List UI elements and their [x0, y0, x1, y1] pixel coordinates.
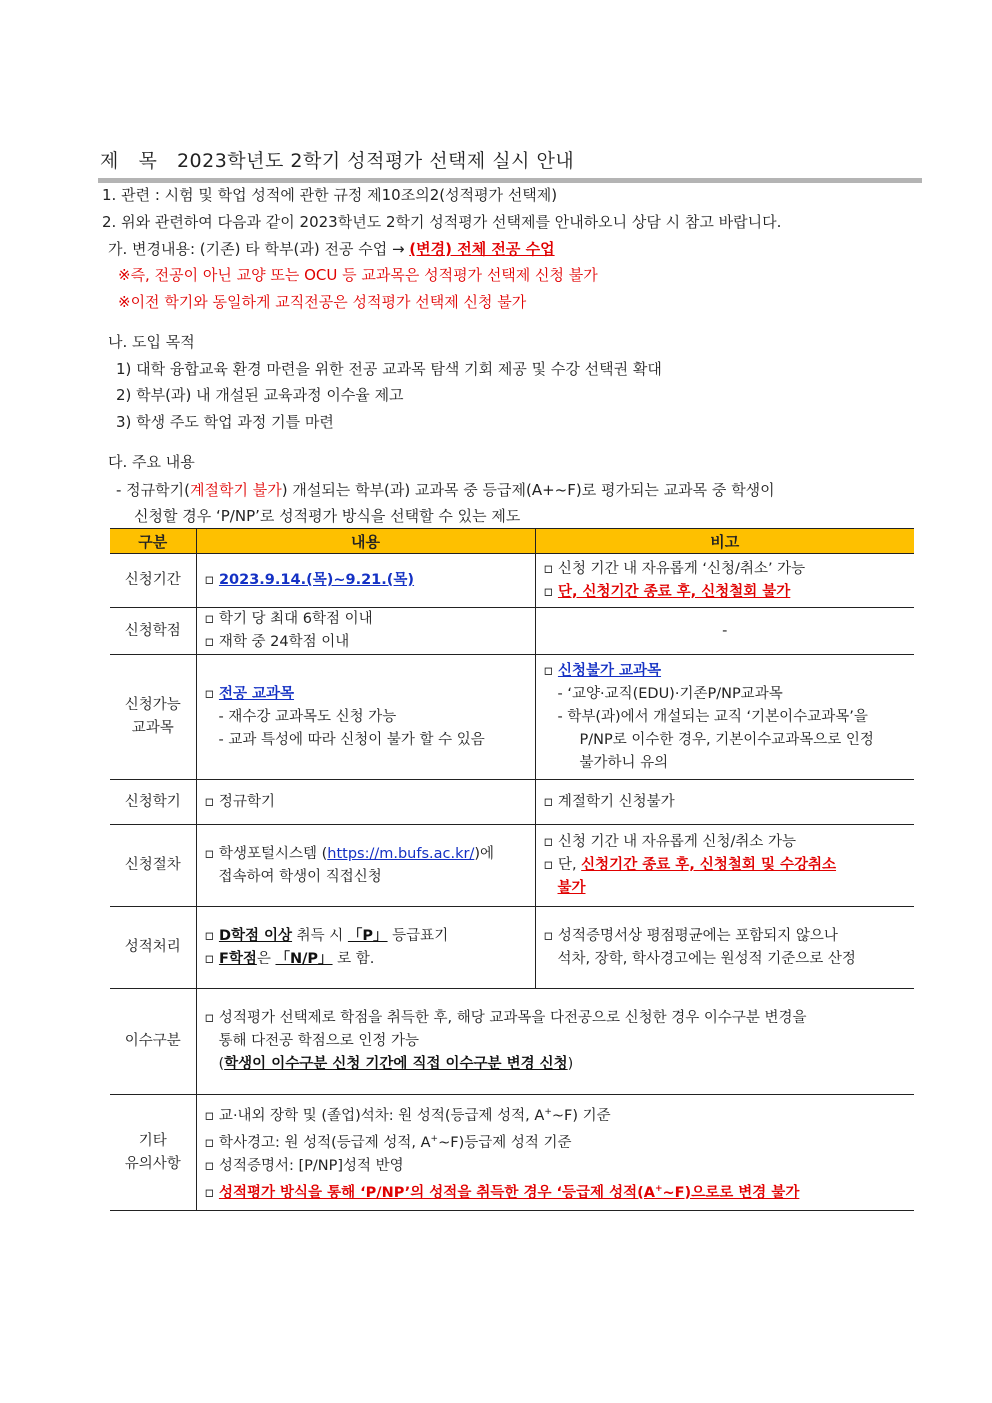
row-note-procedure: [535, 825, 914, 907]
table-row: [110, 825, 914, 907]
section-na-title: 나. 도입 목적: [108, 333, 195, 351]
other-line-1b: ~F) 기준: [551, 1107, 611, 1124]
period-dates: 2023.9.14.(목)~9.21.(목): [218, 572, 415, 588]
title-divider: [98, 178, 922, 183]
procedure-note-b-prefix: ▫ 단,: [543, 857, 582, 873]
da-line1-prefix: - 정규학기(: [116, 481, 190, 499]
courses-label-b: 교과목: [131, 720, 174, 736]
table-row: [110, 554, 914, 608]
section-da-title: 다. 주요 내용: [108, 453, 195, 471]
section-na-item-2: 2) 학부(과) 내 개설된 교육과정 이수율 제고: [116, 386, 404, 404]
credits-line-b: ▫ 재학 중 24학점 이내: [204, 634, 350, 650]
other-line-2a: ▫ 학사경고: 원 성적(등급제 성적, A: [204, 1134, 431, 1151]
da-line1-red: 계절학기 불가: [190, 481, 282, 499]
classification-line-c: 학생이 이수구분 신청 기간에 직접 이수구분 변경 신청: [224, 1056, 568, 1072]
sup-plus: +: [654, 1183, 663, 1194]
row-note-semester: ▫ 계절학기 신청불가: [535, 780, 914, 825]
grading-c1-end: 등급표기: [387, 927, 449, 944]
other-line-4b: ~F)으로로 변경 불가: [662, 1184, 800, 1201]
grading-np-mark: 「N/P」: [275, 950, 333, 967]
period-note-b: 단, 신청기간 종료 후, 신청철회 불가: [557, 583, 791, 600]
grading-f-credit: F학점: [218, 950, 257, 967]
info-table: [110, 528, 914, 1211]
courses-label-a: 신청가능: [124, 697, 181, 713]
item-2-intro: 2. 위와 관련하여 다음과 같이 2023학년도 2학기 성적평가 선택제를 안내하오니 상담 시 참고 바랍니다.: [102, 213, 782, 231]
row-note-period: [535, 554, 914, 608]
procedure-text-a: ▫ 학생포털시스템 (: [204, 845, 328, 862]
other-label-b: 유의사항: [124, 1155, 181, 1172]
section-ga-text: 가. 변경내용: (기존) 타 학부(과) 전공 수업 →: [108, 240, 410, 258]
table-row: [110, 655, 914, 780]
courses-line-a: - 재수강 교과목도 신청 가능: [218, 708, 397, 725]
bullet: ▫: [204, 685, 219, 702]
row-content-grading: [196, 907, 535, 989]
row-note-credits: -: [535, 608, 914, 655]
row-label-classification: 이수구분: [110, 989, 196, 1095]
section-ga: [108, 239, 555, 259]
bullet: ▫: [204, 950, 219, 967]
grading-c2-end: 로 함.: [332, 950, 375, 967]
table-header-row: [110, 529, 914, 554]
row-content-semester: ▫ 정규학기: [196, 780, 535, 825]
credits-line-a: ▫ 학기 당 최대 6학점 이내: [204, 611, 373, 627]
da-line1-suffix: ) 개설되는 학부(과) 교과목 중 등급제(A+~F)로 평가되는 교과목 중 학생이: [281, 481, 775, 499]
courses-note-b: - 학부(과)에서 개설되는 교직 ‘기본이수교과목’을: [557, 708, 868, 725]
courses-title: 전공 교과목: [218, 685, 295, 702]
other-line-2b: ~F)등급제 성적 기준: [438, 1134, 572, 1151]
document-title: 제 목 2023학년도 2학기 성적평가 선택제 실시 안내: [100, 150, 575, 172]
row-content-period: [196, 554, 535, 608]
table-row: [110, 608, 914, 655]
bullet: ▫: [204, 927, 219, 944]
other-line-4a: 성적평가 방식을 통해 ‘P/NP’의 성적을 취득한 경우 ‘등급제 성적(A: [218, 1184, 655, 1201]
grading-note-a: ▫ 성적증명서상 평점평균에는 포함되지 않으나: [543, 927, 838, 944]
grading-d-credit: D학점 이상: [218, 927, 293, 944]
row-label-grading: 성적처리: [110, 907, 196, 989]
classification-line-b: 통해 다전공 학점으로 인정 가능: [218, 1033, 420, 1049]
procedure-note-b-red: 신청기간 종료 후, 신청철회 및 수강취소: [581, 857, 837, 873]
note-2: ※이전 학기와 동일하게 교직전공은 성적평가 선택제 신청 불가: [118, 293, 527, 311]
other-line-3: ▫ 성적증명서: [P/NP]성적 반영: [204, 1157, 404, 1174]
row-content-other: [196, 1095, 914, 1211]
courses-note-a: - ‘교양·교직(EDU)·기존P/NP교과목: [557, 685, 783, 702]
courses-line-b: - 교과 특성에 따라 신청이 불가 할 수 있음: [218, 731, 485, 748]
other-line-1a: ▫ 교·내외 장학 및 (졸업)석차: 원 성적(등급제 성적, A: [204, 1107, 545, 1124]
item-1-related: 1. 관련 : 시험 및 학업 성적에 관한 규정 제10조의2(성적평가 선택제): [102, 186, 558, 204]
bullet: ▫: [204, 572, 219, 588]
period-note-a: ▫ 신청 기간 내 자유롭게 ‘신청/취소’ 가능: [543, 560, 806, 577]
bullet: ▫: [204, 1184, 219, 1201]
procedure-text-b: 접속하여 학생이 직접신청: [218, 868, 382, 885]
row-note-courses: [535, 655, 914, 780]
paren-open: (: [218, 1056, 225, 1072]
row-label-semester: 신청학기: [110, 780, 196, 825]
row-content-procedure: [196, 825, 535, 907]
row-content-classification: [196, 989, 914, 1095]
other-label-a: 기타: [138, 1132, 167, 1149]
procedure-text-a2: )에: [474, 845, 495, 862]
table-row: [110, 780, 914, 825]
row-label-period: 신청기간: [110, 554, 196, 608]
section-da-line-2: 신청할 경우 ‘P/NP’로 성적평가 방식을 선택할 수 있는 제도: [134, 507, 521, 525]
row-content-credits: [196, 608, 535, 655]
table-row: [110, 1095, 914, 1211]
grading-note-b: 석차, 장학, 학사경고에는 원성적 기준으로 산정: [557, 950, 856, 967]
section-da-line-1: [116, 480, 775, 500]
table-row: [110, 989, 914, 1095]
section-ga-highlight: (변경) 전체 전공 수업: [409, 240, 555, 258]
courses-note-d: 불가하니 유의: [579, 754, 669, 771]
header-note: 비고: [535, 529, 914, 554]
section-na-item-1: 1) 대학 융합교육 환경 마련을 위한 전공 교과목 탐색 기회 제공 및 수강 선택권 확대: [116, 360, 662, 378]
row-label-credits: 신청학점: [110, 608, 196, 655]
grading-c2-mid: 은: [256, 950, 276, 967]
procedure-note-c-red: 불가: [557, 880, 586, 896]
header-category: 구분: [110, 529, 196, 554]
courses-note-c: P/NP로 이수한 경우, 기본이수교과목으로 인정: [579, 731, 874, 748]
classification-line-a: ▫ 성적평가 선택제로 학점을 취득한 후, 해당 교과목을 다전공으로 신청한 경우 이수구분 변경을: [204, 1010, 807, 1026]
bullet: ▫: [543, 583, 558, 600]
header-content: 내용: [196, 529, 535, 554]
row-label-courses: [110, 655, 196, 780]
note-1: ※즉, 전공이 아닌 교양 또는 OCU 등 교과목은 성적평가 선택제 신청 불가: [118, 266, 598, 284]
grading-p-mark: 「P」: [347, 927, 388, 944]
row-content-courses: [196, 655, 535, 780]
procedure-note-a: ▫ 신청 기간 내 자유롭게 신청/취소 가능: [543, 834, 796, 850]
portal-link[interactable]: https://m.bufs.ac.kr/: [327, 845, 475, 862]
row-label-other: [110, 1095, 196, 1211]
row-note-grading: [535, 907, 914, 989]
section-na-item-3: 3) 학생 주도 학업 과정 기틀 마련: [116, 413, 334, 431]
paren-close: ): [567, 1056, 574, 1072]
sup-plus: +: [544, 1106, 552, 1117]
table-row: [110, 907, 914, 989]
courses-note-title: 신청불가 교과목: [557, 662, 662, 679]
sup-plus: +: [430, 1133, 439, 1144]
bullet: ▫: [543, 662, 558, 679]
row-label-procedure: 신청절차: [110, 825, 196, 907]
grading-c1-mid: 취득 시: [292, 927, 348, 944]
